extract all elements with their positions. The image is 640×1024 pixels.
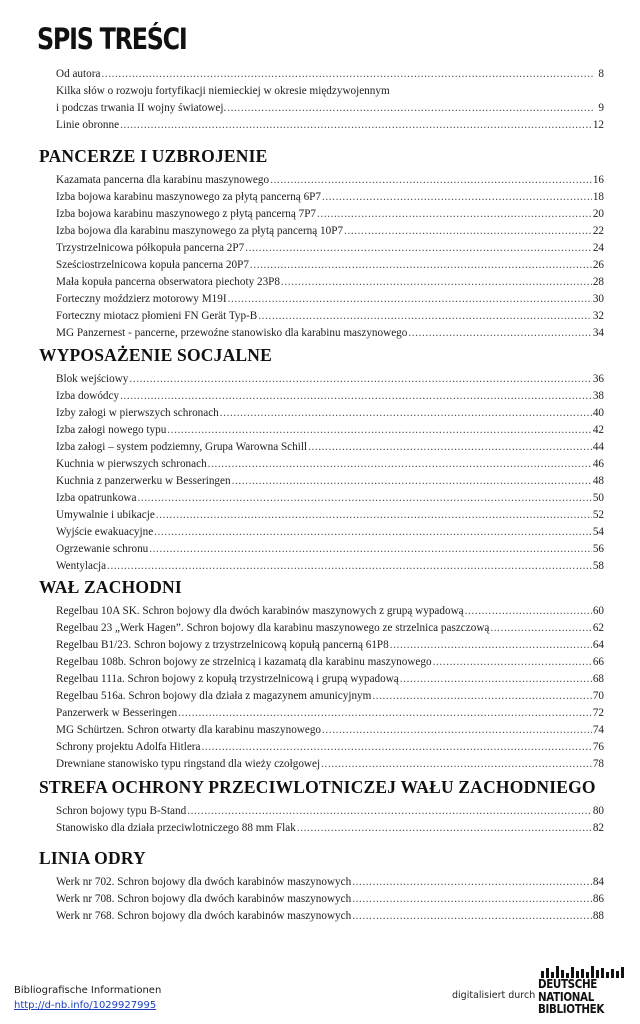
toc-entry-title: Drewniane stanowisko typu ringstand dla wieży czołgowej bbox=[56, 758, 321, 770]
toc-entry bbox=[56, 325, 604, 342]
toc-entry-list bbox=[0, 603, 640, 773]
toc-entry bbox=[56, 83, 604, 100]
dnb-logo-line: NATIONAL bbox=[538, 989, 594, 1004]
toc-entry-title: Werk nr 708. Schron bojowy dla dwóch karabinów maszynowych bbox=[56, 893, 352, 905]
toc-entry-title: Mała kopuła pancerna obserwatora piechoty 23P8 bbox=[56, 276, 280, 288]
dnb-logo bbox=[538, 966, 630, 1018]
dot-leader bbox=[317, 206, 592, 223]
toc-entry-title: Kuchnia z panzerwerku w Besseringen bbox=[56, 475, 231, 487]
dot-leader bbox=[167, 422, 592, 439]
toc-entry-title: Ogrzewanie schronu bbox=[56, 543, 149, 555]
dot-leader bbox=[308, 439, 592, 456]
toc-entry-title: Panzerwerk w Besseringen bbox=[56, 707, 178, 719]
dot-leader bbox=[129, 371, 591, 388]
toc-entry bbox=[56, 756, 604, 773]
toc-entry-page: 78 bbox=[592, 758, 604, 770]
toc-entry-title: Wentylacja bbox=[56, 560, 107, 572]
toc-entry-page: 16 bbox=[592, 174, 604, 186]
toc-entry-page: 9 bbox=[598, 102, 604, 114]
toc-entry-title: Stanowisko dla działa przeciwlotniczego 88 mm Flak bbox=[56, 822, 296, 834]
toc-entry-list bbox=[0, 874, 640, 925]
toc-entry bbox=[56, 291, 604, 308]
toc-entry bbox=[56, 456, 604, 473]
dot-leader bbox=[322, 722, 592, 739]
toc-entry-page: 28 bbox=[592, 276, 604, 288]
toc-entry-list bbox=[0, 172, 640, 342]
toc-entry bbox=[56, 308, 604, 325]
toc-entry bbox=[56, 66, 604, 83]
toc-entry-title: Regelbau 10A SK. Schron bojowy dla dwóch karabinów maszynowych z grupą wypadową bbox=[56, 605, 464, 617]
toc-entry-page: 32 bbox=[592, 310, 604, 322]
toc-entry bbox=[56, 739, 604, 756]
toc-entry-title: Regelbau 23 „Werk Hagen”. Schron bojowy dla karabinu maszynowego ze strzelnica paszczową bbox=[56, 622, 490, 634]
toc-entry-page: 88 bbox=[592, 910, 604, 922]
toc-entry bbox=[56, 874, 604, 891]
toc-entry-title: Kazamata pancerna dla karabinu maszynowego bbox=[56, 174, 270, 186]
toc-entry-title: Schron bojowy typu B-Stand bbox=[56, 805, 187, 817]
toc-entry-page: 18 bbox=[592, 191, 604, 203]
toc-entry-title: Regelbau 108b. Schron bojowy ze strzelnicą i kazamatą dla karabinu maszynowego bbox=[56, 656, 432, 668]
dot-leader bbox=[352, 908, 592, 925]
dot-leader bbox=[372, 688, 591, 705]
toc-entry bbox=[56, 705, 604, 722]
dot-leader bbox=[201, 739, 591, 756]
toc-entry-title: Izba opatrunkowa bbox=[56, 492, 137, 504]
toc-entry-page: 76 bbox=[592, 741, 604, 753]
toc-entry-title: Izba załogi – system podziemny, Grupa Warowna Schill bbox=[56, 441, 308, 453]
toc-entry-list bbox=[0, 803, 640, 837]
toc-entry bbox=[56, 541, 604, 558]
dot-leader bbox=[400, 671, 592, 688]
dnb-logo-line: BIBLIOTHEK bbox=[538, 1002, 605, 1016]
dot-leader bbox=[156, 507, 592, 524]
toc-entry-title: MG Panzernest - pancerne, przewoźne stanowisko dla karabinu maszynowego bbox=[56, 327, 408, 339]
toc-entry-page: 72 bbox=[592, 707, 604, 719]
bibliographic-info-label: Bibliografische Informationen bbox=[14, 985, 162, 996]
bibliographic-info bbox=[14, 983, 161, 1013]
dot-leader bbox=[490, 620, 591, 637]
dot-leader bbox=[154, 524, 592, 541]
dot-leader bbox=[297, 820, 592, 837]
toc-entry-title: Izby załogi w pierwszych schronach bbox=[56, 407, 219, 419]
toc-entry-title: Werk nr 702. Schron bojowy dla dwóch karabinów maszynowych bbox=[56, 876, 352, 888]
toc-entry-page: 68 bbox=[592, 673, 604, 685]
toc-entry-page: 46 bbox=[592, 458, 604, 470]
toc-entry bbox=[56, 654, 604, 671]
toc-entry bbox=[56, 473, 604, 490]
toc-entry-page: 70 bbox=[592, 690, 604, 702]
toc-entry bbox=[56, 422, 604, 439]
toc-entry-page: 86 bbox=[592, 893, 604, 905]
toc-entry-title: Izba bojowa karabinu maszynowego z płytą pancerną 7P7 bbox=[56, 208, 317, 220]
toc-entry-page: 80 bbox=[592, 805, 604, 817]
toc-entry-title: MG Schürtzen. Schron otwarty dla karabinu maszynowego bbox=[56, 724, 322, 736]
toc-entry-title: Umywalnie i ubikacje bbox=[56, 509, 155, 521]
dot-leader bbox=[344, 223, 592, 240]
toc-entry bbox=[56, 722, 604, 739]
dot-leader bbox=[433, 654, 592, 671]
toc-entry-title: Forteczny miotacz płomieni FN Gerät Typ-B bbox=[56, 310, 258, 322]
toc-entry-page: 66 bbox=[592, 656, 604, 668]
toc-entry-page: 60 bbox=[592, 605, 604, 617]
toc-entry bbox=[56, 507, 604, 524]
toc-entry-title: Izba dowódcy bbox=[56, 390, 120, 402]
toc-entry bbox=[56, 388, 604, 405]
dot-leader bbox=[120, 117, 592, 134]
toc-entry-title: Sześciostrzelnicowa kopuła pancerna 20P7 bbox=[56, 259, 249, 271]
toc-entry-title: Wyjście ewakuacyjne bbox=[56, 526, 154, 538]
toc-section-wyposazenie bbox=[0, 345, 640, 575]
dot-leader bbox=[465, 603, 592, 620]
dot-leader bbox=[258, 308, 592, 325]
toc-entry-title: Regelbau 516a. Schron bojowy dla działa z magazynem amunicyjnym bbox=[56, 690, 372, 702]
toc-entry-title: Regelbau 111a. Schron bojowy z kopułą trzystrzelnicową i grupą wypadową bbox=[56, 673, 399, 685]
page-title: SPIS TREŚCI bbox=[37, 22, 187, 56]
toc-section-linia-odry bbox=[0, 848, 640, 925]
toc-entry-page: 36 bbox=[592, 373, 604, 385]
section-heading: WYPOSAŻENIE SOCJALNE bbox=[39, 345, 273, 365]
bibliographic-info-link[interactable]: http://d-nb.info/1029927995 bbox=[14, 1000, 157, 1011]
toc-entry bbox=[56, 405, 604, 422]
toc-entry bbox=[56, 637, 604, 654]
toc-entry-page: 74 bbox=[592, 724, 604, 736]
toc-entry-page: 26 bbox=[592, 259, 604, 271]
toc-entry-title: Kilka słów o rozwoju fortyfikacji niemieckiej w okresie międzywojennym bbox=[56, 85, 390, 97]
toc-entry-title: Blok wejściowy bbox=[56, 373, 129, 385]
dot-leader bbox=[101, 66, 593, 83]
toc-entry bbox=[56, 490, 604, 507]
toc-entry-page: 44 bbox=[592, 441, 604, 453]
toc-entry-page: 34 bbox=[592, 327, 604, 339]
toc-entry bbox=[56, 820, 604, 837]
dot-leader bbox=[149, 541, 592, 558]
toc-entry bbox=[56, 671, 604, 688]
dot-leader bbox=[187, 803, 592, 820]
toc-section-strefa-ochrony bbox=[0, 777, 640, 837]
toc-entry-title: Schrony projektu Adolfa Hitlera bbox=[56, 741, 201, 753]
dnb-logo-text bbox=[538, 978, 617, 1016]
toc-entry bbox=[56, 189, 604, 206]
dot-leader bbox=[120, 388, 592, 405]
toc-entry-page: 40 bbox=[592, 407, 604, 419]
toc-entry-page: 38 bbox=[592, 390, 604, 402]
dot-leader bbox=[245, 240, 592, 257]
dot-leader bbox=[178, 705, 592, 722]
toc-entry bbox=[56, 688, 604, 705]
dot-leader bbox=[227, 100, 593, 117]
toc-entry-title: Forteczny moździerz motorowy M19I bbox=[56, 293, 227, 305]
toc-entry bbox=[56, 524, 604, 541]
section-heading: LINIA ODRY bbox=[39, 848, 146, 868]
toc-entry-page: 12 bbox=[592, 119, 604, 131]
toc-entry-page: 20 bbox=[592, 208, 604, 220]
toc-entry-page: 64 bbox=[592, 639, 604, 651]
toc-entry bbox=[56, 274, 604, 291]
dot-leader bbox=[270, 172, 592, 189]
toc-entry-page: 54 bbox=[592, 526, 604, 538]
toc-section-wal-zachodni bbox=[0, 577, 640, 773]
toc-section-pancerze bbox=[0, 146, 640, 342]
dot-leader bbox=[352, 891, 592, 908]
toc-entry bbox=[56, 117, 604, 134]
dot-leader bbox=[390, 637, 592, 654]
toc-entry-title: Werk nr 768. Schron bojowy dla dwóch karabinów maszynowych bbox=[56, 910, 352, 922]
dot-leader bbox=[321, 756, 592, 773]
dnb-logo-line: DEUTSCHE bbox=[538, 977, 597, 991]
toc-entry bbox=[56, 620, 604, 637]
toc-entry-title: Kuchnia w pierwszych schronach bbox=[56, 458, 207, 470]
toc-entry bbox=[56, 891, 604, 908]
toc-entry-page: 24 bbox=[592, 242, 604, 254]
toc-entry bbox=[56, 803, 604, 820]
toc-entry bbox=[56, 206, 604, 223]
toc-entry-title: Trzystrzelnicowa półkopuła pancerna 2P7 bbox=[56, 242, 245, 254]
toc-entry-title: Linie obronne bbox=[56, 119, 120, 131]
dot-leader bbox=[137, 490, 591, 507]
toc-entry bbox=[56, 371, 604, 388]
dot-leader bbox=[352, 874, 592, 891]
toc-entry-page: 22 bbox=[592, 225, 604, 237]
toc-intro bbox=[0, 66, 640, 134]
toc-entry-title: Od autora bbox=[56, 68, 101, 80]
toc-entry-page: 42 bbox=[592, 424, 604, 436]
toc-entry bbox=[56, 100, 604, 117]
dot-leader bbox=[250, 257, 592, 274]
toc-entry bbox=[56, 257, 604, 274]
toc-entry-list bbox=[0, 371, 640, 575]
toc-entry bbox=[56, 603, 604, 620]
dot-leader bbox=[107, 558, 592, 575]
dot-leader bbox=[228, 291, 592, 308]
section-heading: PANCERZE I UZBROJENIE bbox=[39, 146, 268, 166]
toc-entry-page: 56 bbox=[592, 543, 604, 555]
toc-entry-page: 50 bbox=[592, 492, 604, 504]
dot-leader bbox=[208, 456, 592, 473]
dot-leader bbox=[408, 325, 591, 342]
section-heading: STREFA OCHRONY PRZECIWLOTNICZEJ WAŁU ZACHODNIEGO bbox=[39, 777, 596, 797]
toc-entry-page: 30 bbox=[592, 293, 604, 305]
dot-leader bbox=[232, 473, 592, 490]
toc-entry bbox=[56, 558, 604, 575]
toc-entry bbox=[56, 439, 604, 456]
toc-entry-list bbox=[0, 66, 640, 134]
toc-entry bbox=[56, 223, 604, 240]
section-heading: WAŁ ZACHODNI bbox=[39, 577, 182, 597]
digitized-by-label: digitalisiert durch bbox=[452, 990, 536, 1001]
toc-entry-page: 48 bbox=[592, 475, 604, 487]
toc-entry-page: 58 bbox=[592, 560, 604, 572]
toc-entry-title: Izba bojowa dla karabinu maszynowego za płytą pancerną 10P7 bbox=[56, 225, 344, 237]
toc-entry-title: Regelbau B1/23. Schron bojowy z trzystrzelnicową kopułą pancerną 61P8 bbox=[56, 639, 389, 651]
toc-entry-page: 8 bbox=[598, 68, 604, 80]
toc-entry-title: Izba bojowa karabinu maszynowego za płytą pancerną 6P7 bbox=[56, 191, 321, 203]
dot-leader bbox=[322, 189, 592, 206]
toc-entry-title: Izba załogi nowego typu bbox=[56, 424, 167, 436]
dot-leader bbox=[220, 405, 592, 422]
toc-entry bbox=[56, 908, 604, 925]
toc-entry bbox=[56, 172, 604, 189]
dot-leader bbox=[281, 274, 592, 291]
toc-entry-page: 62 bbox=[592, 622, 604, 634]
toc-entry-title: i podczas trwania II wojny światowej. bbox=[56, 102, 227, 114]
toc-entry bbox=[56, 240, 604, 257]
toc-entry-page: 82 bbox=[592, 822, 604, 834]
toc-entry-page: 84 bbox=[592, 876, 604, 888]
toc-entry-page: 52 bbox=[592, 509, 604, 521]
